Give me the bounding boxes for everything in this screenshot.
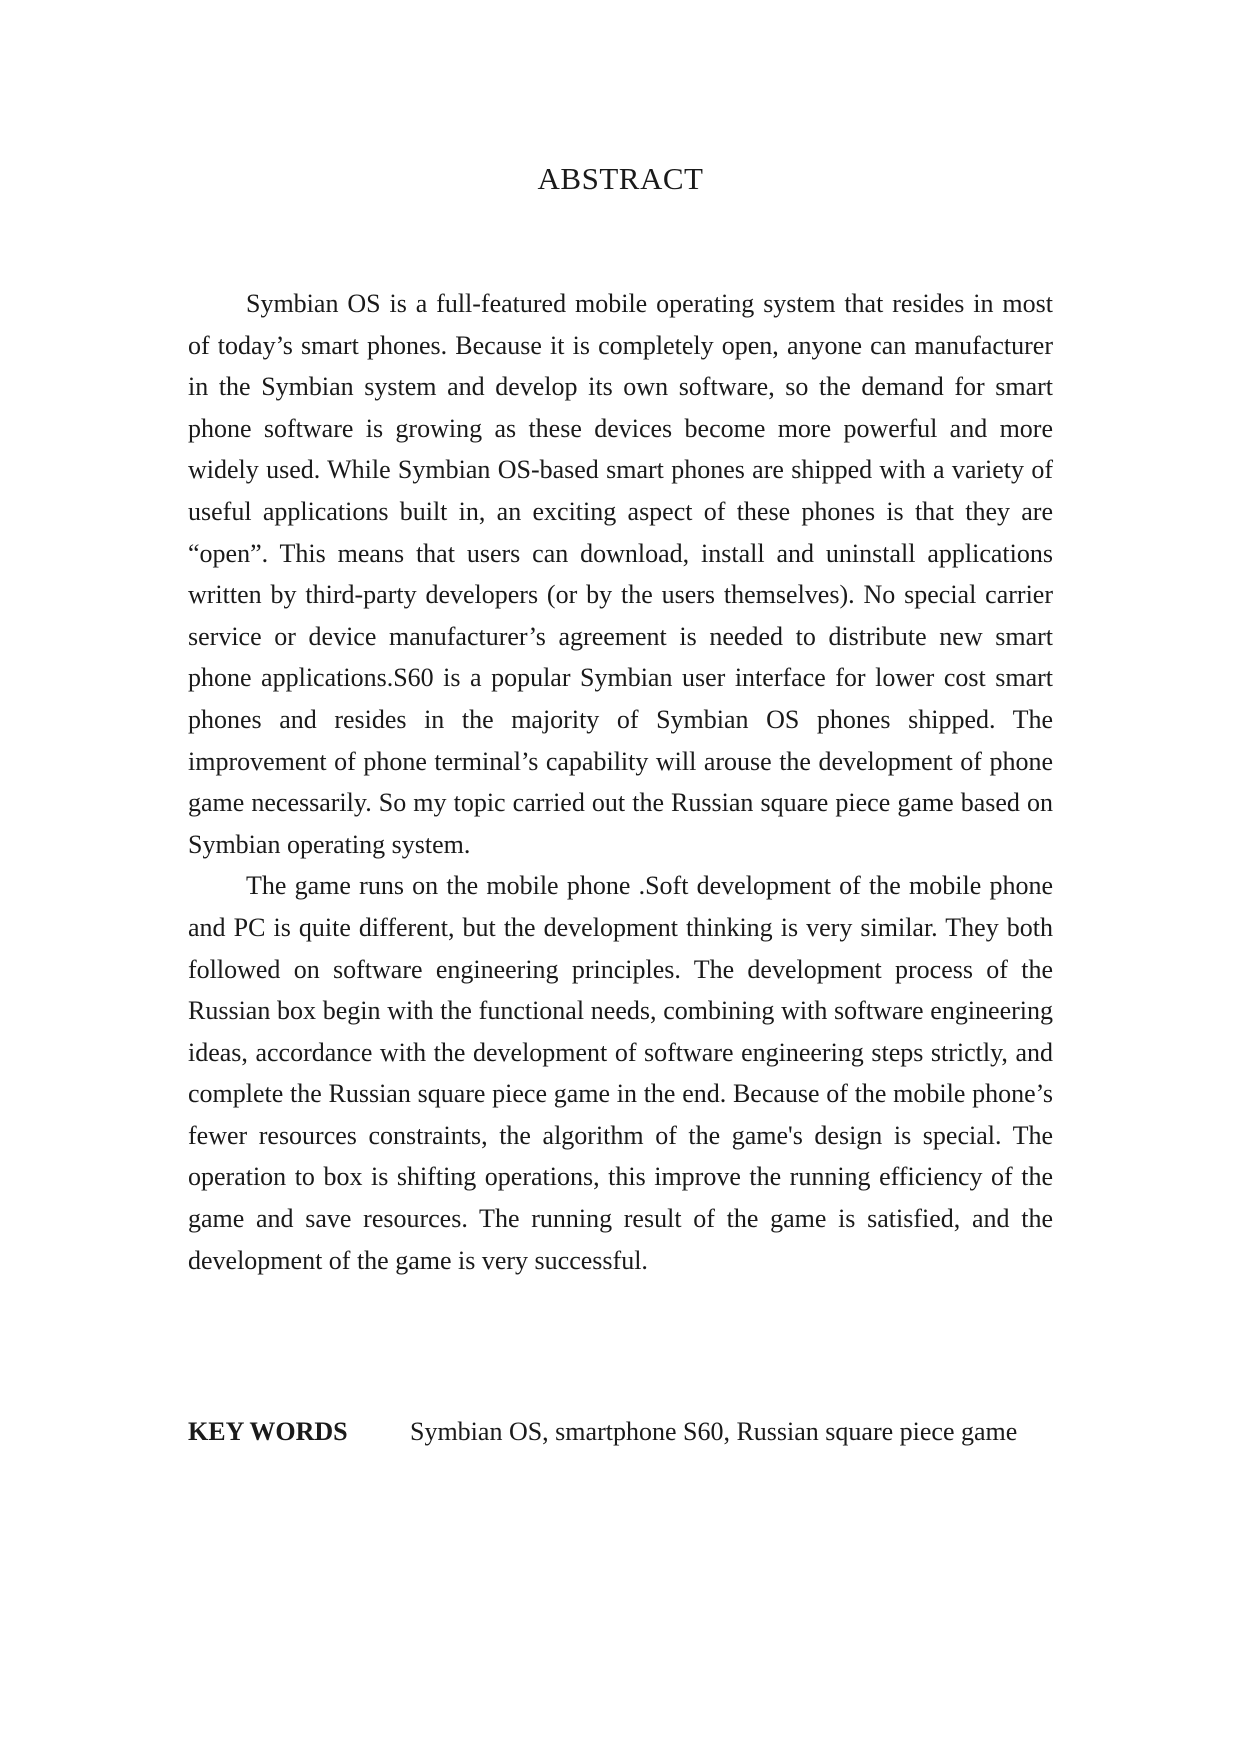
abstract-body xyxy=(188,283,1053,1281)
abstract-title: ABSTRACT xyxy=(537,161,704,196)
keywords-text: Symbian OS, smartphone S60, Russian square piece game xyxy=(410,1417,1018,1446)
keywords-section xyxy=(188,1411,1053,1453)
keywords-label: KEY WORDS xyxy=(188,1417,348,1446)
abstract-paragraph-2: The game runs on the mobile phone .Soft development of the mobile phone and PC is quite different, but the development thinking is very similar. They both followed on software engineering principles. The development process of the Russian box begin with the functional needs, combining with software engineering ideas, accordance with the development of software engineering steps strictly, and complete the Russian square piece game in the end. Because of the mobile phone’s fewer resources constraints, the algorithm of the game's design is special. The operation to box is shifting operations, this improve the running efficiency of the game and save resources. The running result of the game is satisfied, and the development of the game is very successful. xyxy=(188,871,1053,1275)
abstract-paragraph-1: Symbian OS is a full-featured mobile operating system that resides in most of today’s smart phones. Because it is completely open, anyone can manufacturer in the Symbian system and develop its own software, so the demand for smart phone software is growing as these devices become more powerful and more widely used. While Symbian OS-based smart phones are shipped with a variety of useful applications built in, an exciting aspect of these phones is that they are “open”. This means that users can download, install and uninstall applications written by third-party developers (or by the users themselves). No special carrier service or device manufacturer’s agreement is needed to distribute new smart phone applications.S60 is a popular Symbian user interface for lower cost smart phones and resides in the majority of Symbian OS phones shipped. The improvement of phone terminal’s capability will arouse the development of phone game necessarily. So my topic carried out the Russian square piece game based on Symbian operating system. xyxy=(188,289,1053,859)
